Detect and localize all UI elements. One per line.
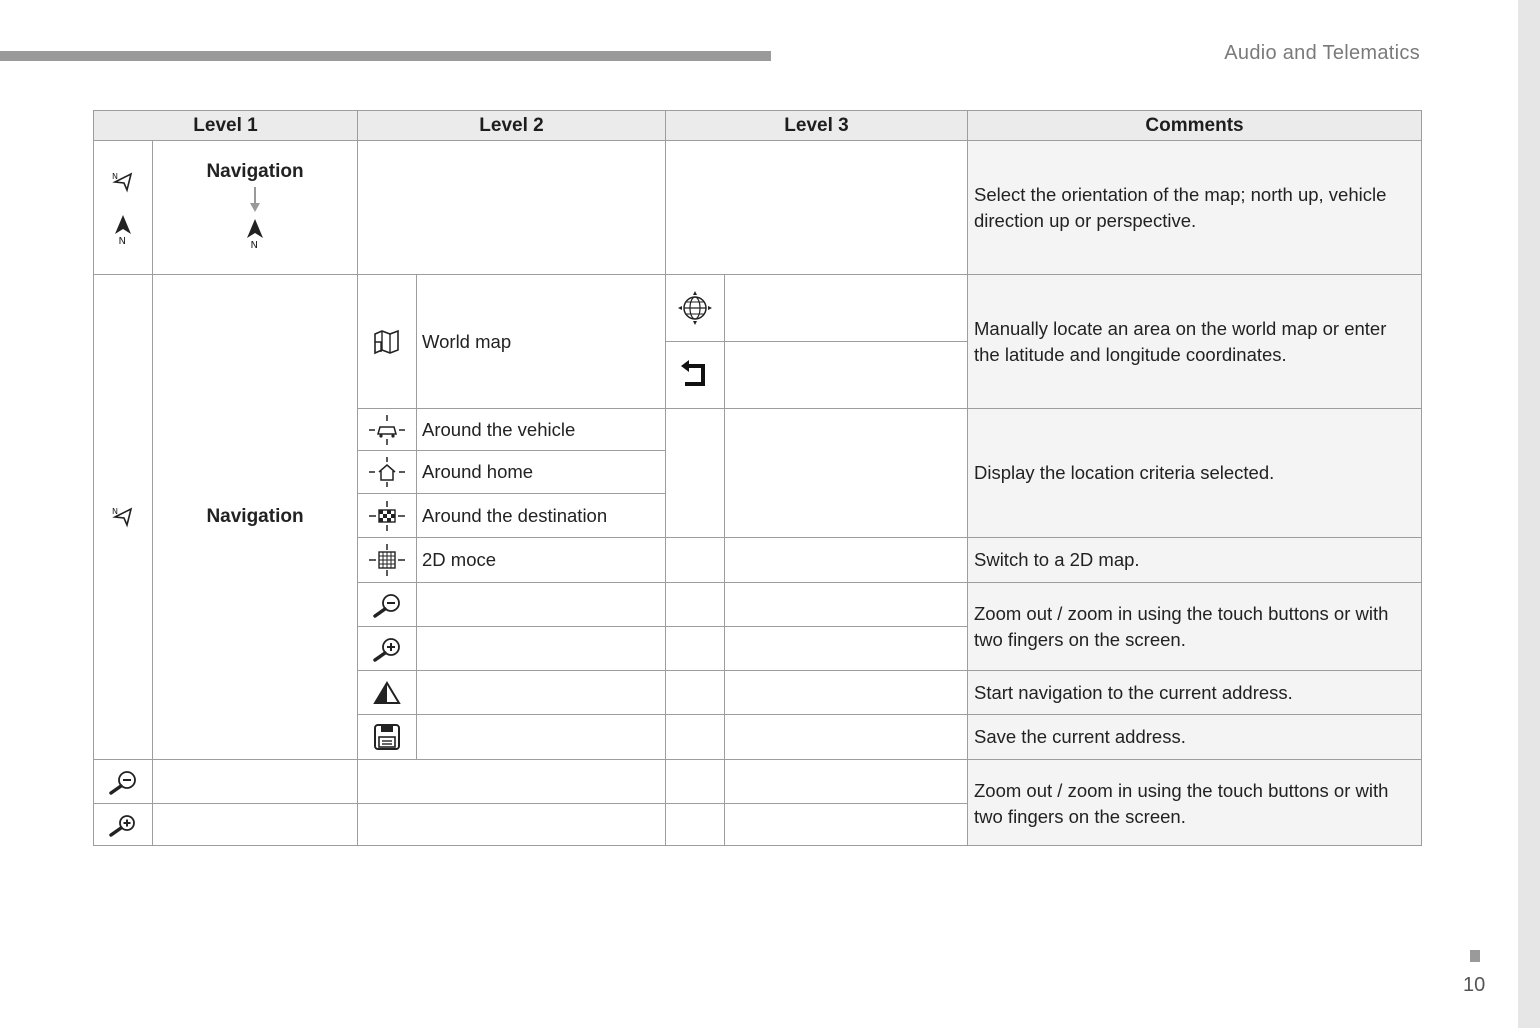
start-navigation-icon bbox=[373, 681, 401, 705]
around-vehicle-icon-cell bbox=[357, 408, 417, 451]
map-2d-grid-icon bbox=[369, 544, 405, 576]
page-edge-strip bbox=[1518, 0, 1540, 1028]
empty-cell bbox=[724, 408, 968, 538]
start-navigation-comment: Start navigation to the current address. bbox=[967, 670, 1422, 715]
svg-text:N: N bbox=[112, 507, 118, 516]
empty-cell bbox=[416, 714, 666, 760]
map-2d-comment: Switch to a 2D map. bbox=[967, 537, 1422, 583]
world-map-comment: Manually locate an area on the world map or enter the latitude and longitude coordinates. bbox=[967, 274, 1422, 409]
empty-cell bbox=[416, 626, 666, 671]
around-vehicle-icon bbox=[369, 415, 405, 445]
empty-cell bbox=[357, 803, 666, 846]
empty-cell bbox=[152, 759, 358, 804]
world-map-icon-cell bbox=[357, 274, 417, 409]
map-2d-icon-cell bbox=[357, 537, 417, 583]
around-home-icon-cell bbox=[357, 450, 417, 494]
svg-text:N: N bbox=[118, 235, 126, 246]
world-map-icon bbox=[372, 328, 402, 356]
save-icon-cell bbox=[357, 714, 417, 760]
back-icon-cell bbox=[665, 341, 725, 409]
header-comments: Comments bbox=[967, 110, 1422, 141]
globe-icon-cell bbox=[665, 274, 725, 342]
zoom-out-icon-cell bbox=[93, 759, 153, 804]
arrow-down-icon bbox=[249, 187, 261, 218]
svg-text:N: N bbox=[250, 239, 258, 250]
empty-cell bbox=[724, 714, 968, 760]
header-level1: Level 1 bbox=[93, 110, 358, 141]
empty-cell bbox=[665, 626, 725, 671]
empty-cell bbox=[724, 803, 968, 846]
zoom-out-icon bbox=[108, 769, 138, 795]
navigation-label: Navigation bbox=[152, 274, 358, 760]
north-up-icon bbox=[244, 218, 266, 255]
empty-cell bbox=[357, 759, 666, 804]
zoom-comment: Zoom out / zoom in using the touch buttons or with two fingers on the screen. bbox=[967, 759, 1422, 846]
empty-cell bbox=[724, 670, 968, 715]
north-up-icon bbox=[112, 214, 134, 246]
page-marker bbox=[1470, 950, 1480, 962]
empty-cell bbox=[357, 140, 666, 275]
orientation-icons-cell bbox=[93, 140, 153, 275]
empty-cell bbox=[724, 759, 968, 804]
globe-crosshair-icon bbox=[677, 290, 713, 326]
map-orientation-icon bbox=[111, 170, 135, 194]
zoom-out-icon-cell bbox=[357, 582, 417, 627]
map-orientation-icon bbox=[111, 505, 135, 529]
start-navigation-icon-cell bbox=[357, 670, 417, 715]
empty-cell bbox=[416, 670, 666, 715]
zoom-in-icon-cell bbox=[357, 626, 417, 671]
section-title: Audio and Telematics bbox=[1224, 42, 1420, 64]
empty-cell bbox=[724, 341, 968, 409]
empty-cell bbox=[665, 408, 725, 538]
empty-cell bbox=[665, 582, 725, 627]
empty-cell bbox=[416, 582, 666, 627]
page-number: 10 bbox=[1463, 974, 1486, 996]
empty-cell bbox=[665, 759, 725, 804]
empty-cell bbox=[665, 803, 725, 846]
empty-cell bbox=[665, 670, 725, 715]
zoom-in-icon-cell bbox=[93, 803, 153, 846]
header-level3: Level 3 bbox=[665, 110, 968, 141]
map-2d-label: 2D moce bbox=[416, 537, 666, 583]
back-arrow-icon bbox=[679, 360, 711, 390]
empty-cell bbox=[724, 582, 968, 627]
zoom-out-icon bbox=[372, 592, 402, 618]
world-map-label: World map bbox=[416, 274, 666, 409]
empty-cell bbox=[665, 537, 725, 583]
empty-cell bbox=[724, 537, 968, 583]
navigation-menu-table bbox=[93, 110, 1422, 846]
empty-cell bbox=[665, 714, 725, 760]
map-orientation-icon-cell bbox=[93, 274, 153, 760]
svg-text:N: N bbox=[112, 171, 118, 181]
navigation-orientation-cell bbox=[152, 140, 358, 275]
empty-cell bbox=[724, 274, 968, 342]
save-floppy-icon bbox=[373, 723, 401, 751]
zoom-in-icon bbox=[372, 636, 402, 662]
orientation-comment: Select the orientation of the map; north up, vehicle direction up or perspective. bbox=[967, 140, 1422, 275]
around-home-icon bbox=[369, 457, 405, 487]
save-address-comment: Save the current address. bbox=[967, 714, 1422, 760]
empty-cell bbox=[665, 140, 968, 275]
empty-cell bbox=[152, 803, 358, 846]
header-rule bbox=[0, 51, 771, 61]
zoom-comment: Zoom out / zoom in using the touch buttons or with two fingers on the screen. bbox=[967, 582, 1422, 671]
around-destination-label: Around the destination bbox=[416, 493, 666, 538]
location-criteria-comment: Display the location criteria selected. bbox=[967, 408, 1422, 538]
around-destination-icon-cell bbox=[357, 493, 417, 538]
around-home-label: Around home bbox=[416, 450, 666, 494]
navigation-label: Navigation bbox=[206, 160, 304, 182]
around-vehicle-label: Around the vehicle bbox=[416, 408, 666, 451]
zoom-in-icon bbox=[108, 813, 138, 837]
around-destination-icon bbox=[369, 501, 405, 531]
empty-cell bbox=[724, 626, 968, 671]
header-level2: Level 2 bbox=[357, 110, 666, 141]
